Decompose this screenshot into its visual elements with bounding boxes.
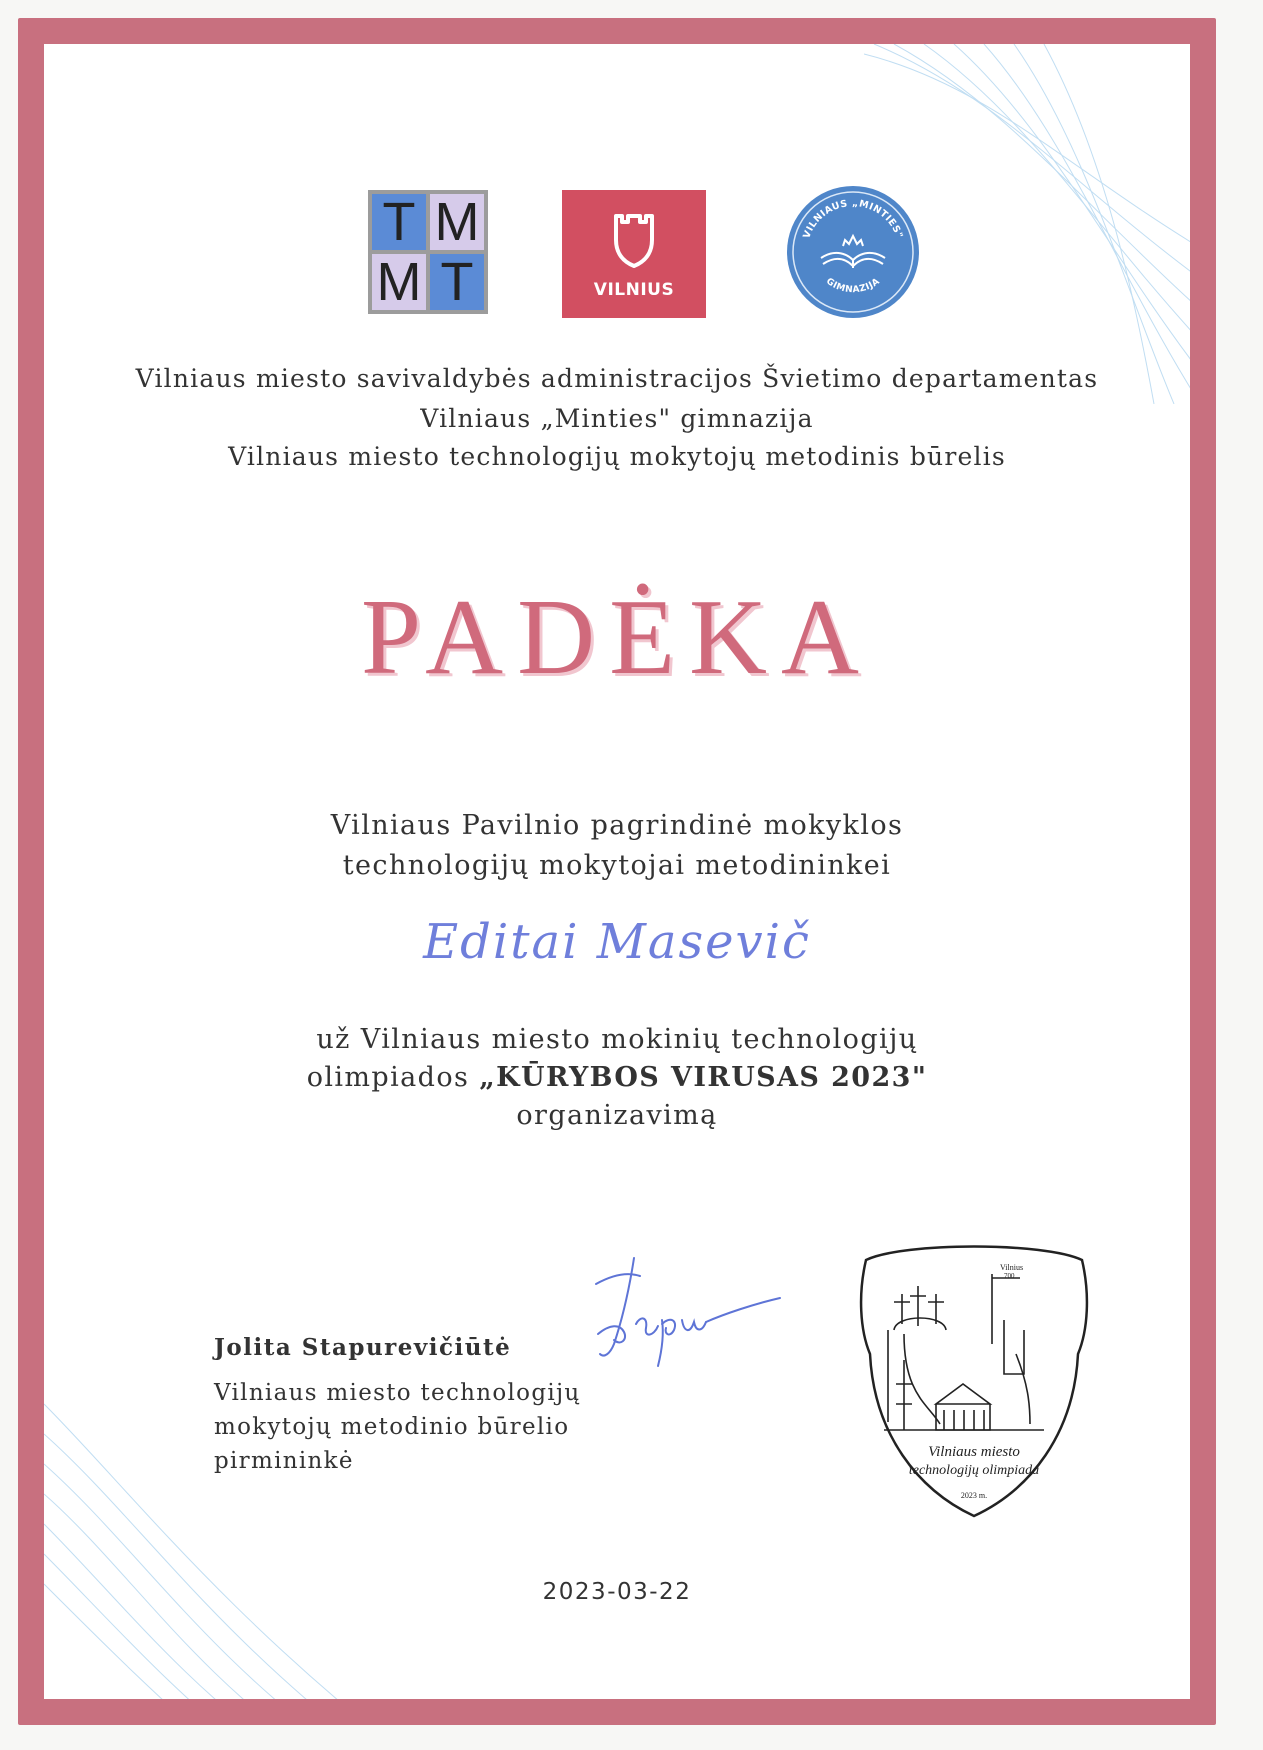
reason-line-2: [44, 1062, 1190, 1093]
olympiad-stamp: [844, 1234, 1104, 1524]
reason-line-1: už Vilniaus miesto mokinių technologijų: [316, 1024, 918, 1055]
certificate-date: 2023-03-22: [542, 1579, 692, 1605]
recipient-name: Editai Masevič: [423, 914, 811, 970]
stamp-line-2: technologijų olimpiada: [908, 1463, 1040, 1478]
signer-role-line-2: mokytojų metodinio būrelio: [214, 1414, 570, 1440]
header-department: Vilniaus miesto savivaldybės administracijos Švietimo departamentas: [135, 364, 1099, 393]
event-name: „KŪRYBOS VIRUSAS 2023": [479, 1062, 928, 1093]
stamp-line-1: Vilniaus miesto: [928, 1444, 1020, 1460]
tmmt-logo-letter: T: [430, 254, 484, 310]
vilnius-logo-text: VILNIUS: [593, 280, 675, 300]
recipient-position: technologijų mokytojai metodininkei: [342, 850, 892, 881]
stamp-year: 2023 m.: [960, 1491, 988, 1500]
reason-line-3: organizavimą: [516, 1100, 718, 1131]
stamp-label-700: 700: [1004, 1272, 1015, 1280]
certificate-paper: [44, 44, 1190, 1699]
signer-role-line-1: Vilniaus miesto technologijų: [214, 1380, 581, 1406]
minties-gymnasium-logo: [785, 184, 921, 320]
stamp-label-vilnius: Vilnius: [1000, 1263, 1024, 1272]
tmmt-logo-letter: T: [372, 194, 426, 250]
certificate-title: PADĖKA: [360, 578, 874, 697]
recipient-school: Vilniaus Pavilnio pagrindinė mokyklos: [330, 810, 904, 841]
signer-role-line-3: pirmininkė: [214, 1448, 354, 1474]
tmmt-logo-letter: M: [372, 254, 426, 310]
header-school: Vilniaus „Minties" gimnazija: [420, 404, 814, 433]
certificate-border: [18, 18, 1216, 1725]
reason-line-2-prefix: olimpiados: [306, 1062, 480, 1093]
handwritten-signature: [584, 1254, 784, 1374]
header-circle: Vilniaus miesto technologijų mokytojų metodinis būrelis: [228, 442, 1006, 471]
tmmt-logo-letter: M: [430, 194, 484, 250]
minties-ring-bottom-text: GIMNAZIJA: [823, 276, 883, 296]
vilnius-logo: [562, 190, 706, 318]
castle-tower-icon: [608, 210, 660, 270]
tmmt-logo: [368, 190, 488, 314]
signer-name: Jolita Stapurevičiūtė: [214, 1334, 512, 1361]
logo-row: [44, 184, 1190, 314]
minties-ring-top-text: VILNIAUS „MINTIES": [801, 197, 905, 241]
